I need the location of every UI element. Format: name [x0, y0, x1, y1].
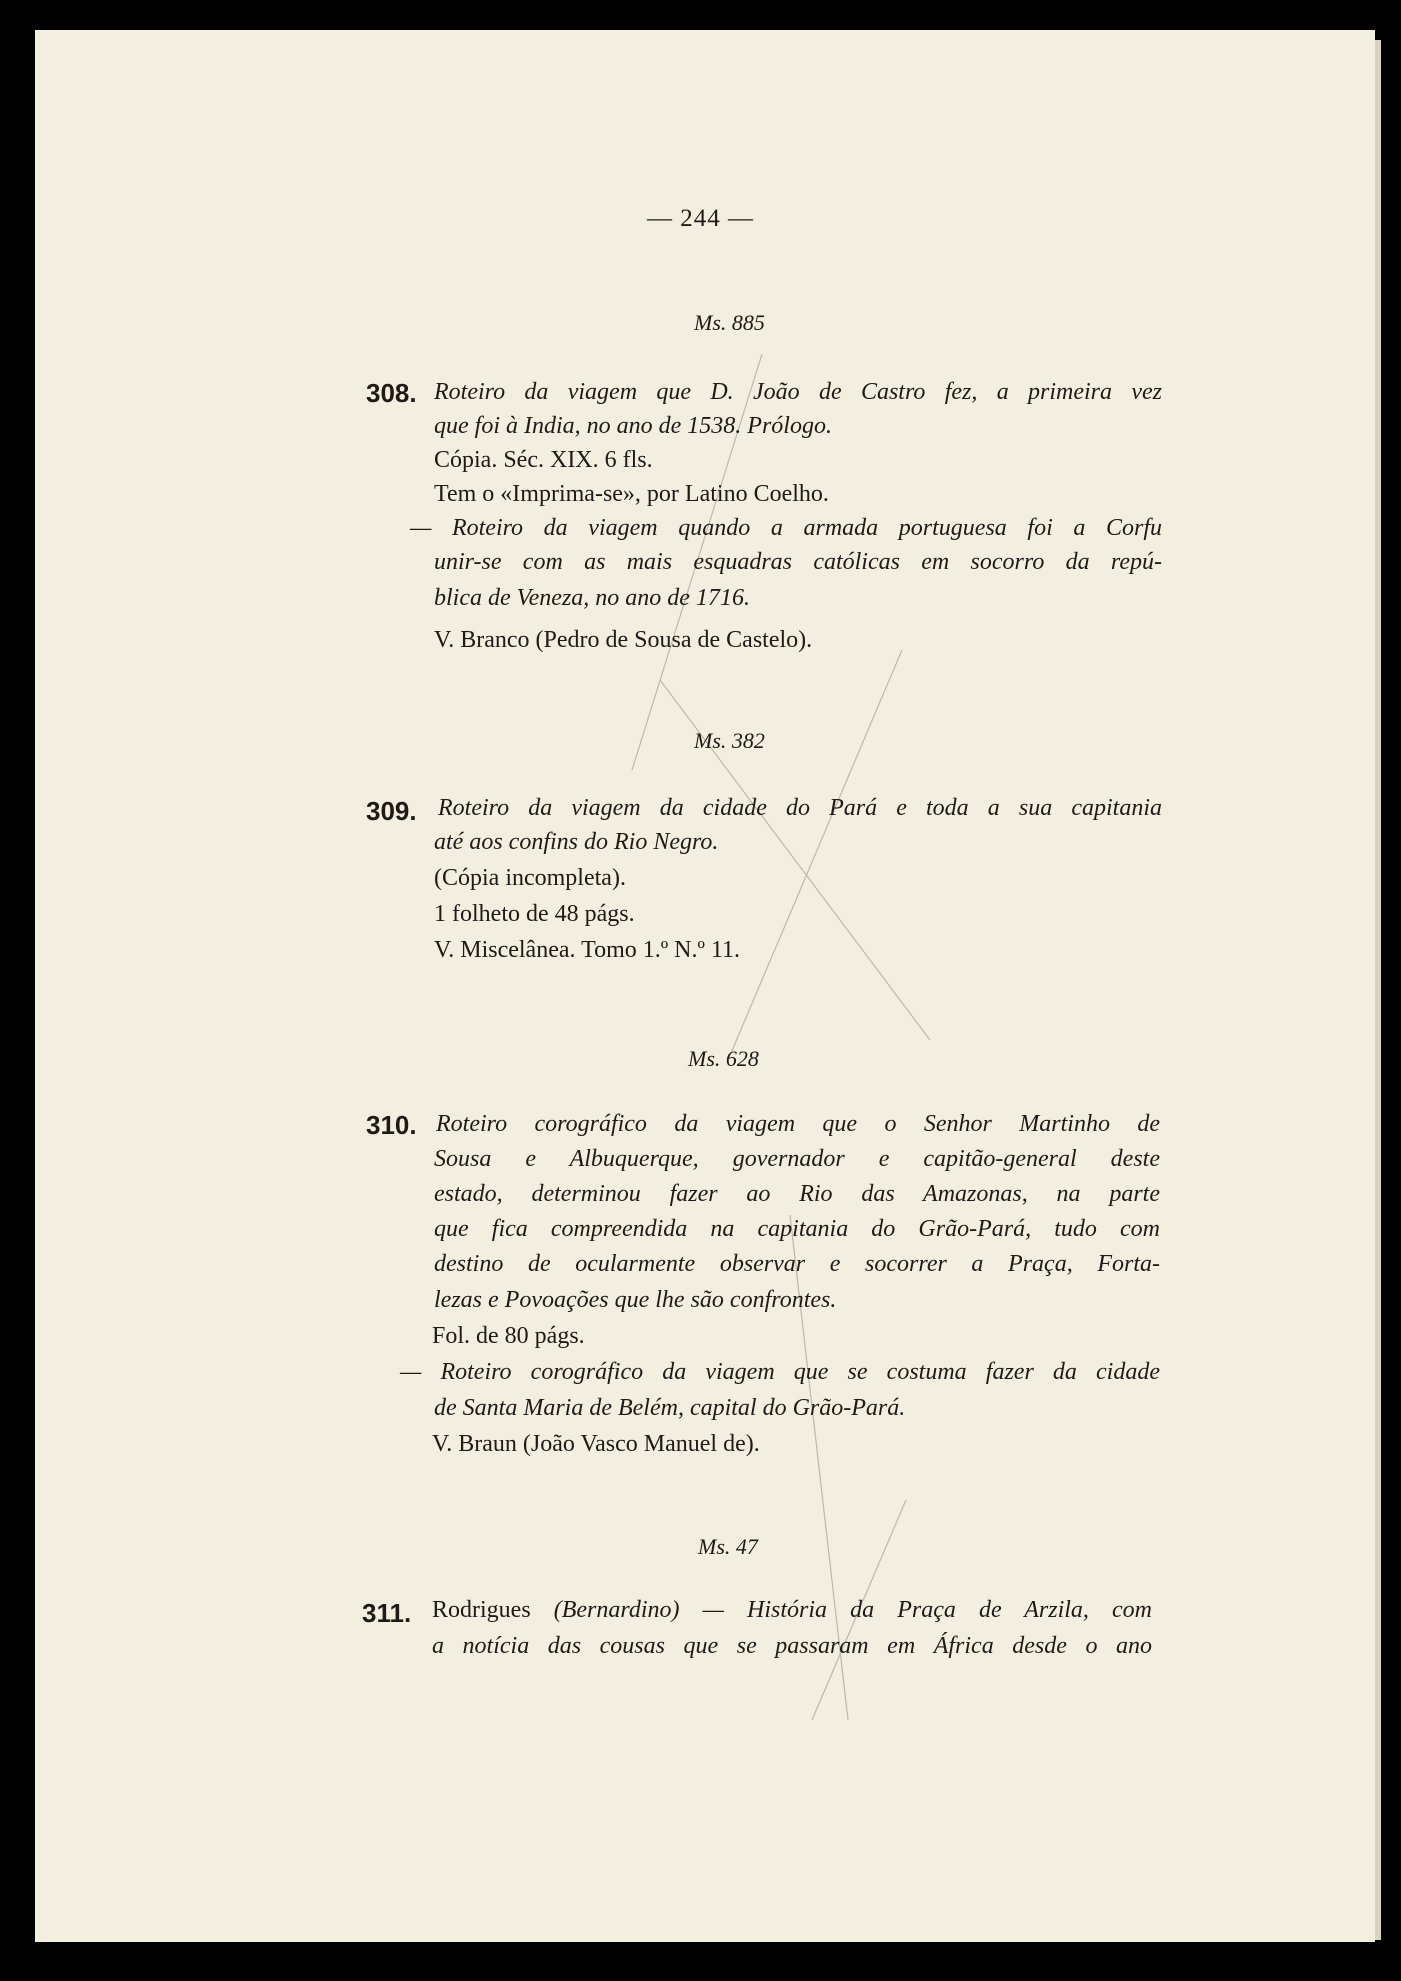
entry-line: Fol. de 80 págs. — [432, 1323, 585, 1349]
entry-line: estado, determinou fazer ao Rio das Amazonas, na parte — [434, 1181, 1160, 1207]
entry-number: 308. — [366, 378, 417, 408]
entry-line: (Cópia incompleta). — [434, 865, 626, 891]
entry-line: unir-se com as mais esquadras católicas em socorro da repú- — [434, 549, 1162, 575]
entry-number: 311. — [362, 1598, 412, 1628]
entry-line: até aos confins do Rio Negro. — [434, 829, 719, 855]
entry-line: Cópia. Séc. XIX. 6 fls. — [434, 447, 653, 473]
entry-line: V. Miscelânea. Tomo 1.º N.º 11. — [434, 937, 741, 963]
entry-line: — Roteiro da viagem quando a armada portuguesa foi a Corfu — [410, 515, 1162, 541]
entry-line: destino de ocularmente observar e socorrer a Praça, Forta- — [434, 1251, 1160, 1277]
entry-line: Roteiro corográfico da viagem que o Senhor Martinho de — [436, 1111, 1160, 1137]
entry-line: que fica compreendida na capitania do Grão-Pará, tudo com — [434, 1216, 1160, 1242]
shelfmark: Ms. 885 — [694, 310, 765, 335]
entry-number: 310. — [366, 1110, 417, 1140]
entry-line — [432, 1598, 1152, 1622]
entry-line: que foi à India, no ano de 1538. Prólogo. — [434, 413, 832, 439]
entry-line: V. Branco (Pedro de Sousa de Castelo). — [434, 627, 813, 653]
entry-line: — Roteiro corográfico da viagem que se costuma fazer da cidade — [400, 1359, 1160, 1385]
entry-number: 309. — [366, 796, 417, 826]
entry-line: de Santa Maria de Belém, capital do Grão-Pará. — [434, 1395, 906, 1421]
entry-line-mixed: Rodrigues (Bernardino) — História da Praça de Arzila, com — [432, 1597, 1152, 1623]
entry-line: V. Braun (João Vasco Manuel de). — [432, 1431, 760, 1457]
page-number: — 244 — — [647, 205, 754, 232]
entry-line: Roteiro da viagem que D. João de Castro fez, a primeira vez — [434, 379, 1162, 405]
entry-line: lezas e Povoações que lhe são confrontes. — [434, 1287, 837, 1313]
entry-line: Tem o «Imprima-se», por Latino Coelho. — [434, 481, 829, 507]
entry-line: Roteiro da viagem da cidade do Pará e toda a sua capitania — [438, 795, 1162, 821]
pencil-line — [728, 650, 902, 1060]
shelfmark: Ms. 47 — [698, 1534, 758, 1559]
shelfmark: Ms. 382 — [694, 728, 765, 753]
entry-line: a notícia das cousas que se passaram em África desde o ano — [432, 1633, 1152, 1659]
shelfmark: Ms. 628 — [688, 1046, 759, 1071]
entry-line: blica de Veneza, no ano de 1716. — [434, 585, 750, 611]
entry-line: 1 folheto de 48 págs. — [434, 901, 635, 927]
entry-line: Sousa e Albuquerque, governador e capitão-general deste — [434, 1146, 1160, 1172]
